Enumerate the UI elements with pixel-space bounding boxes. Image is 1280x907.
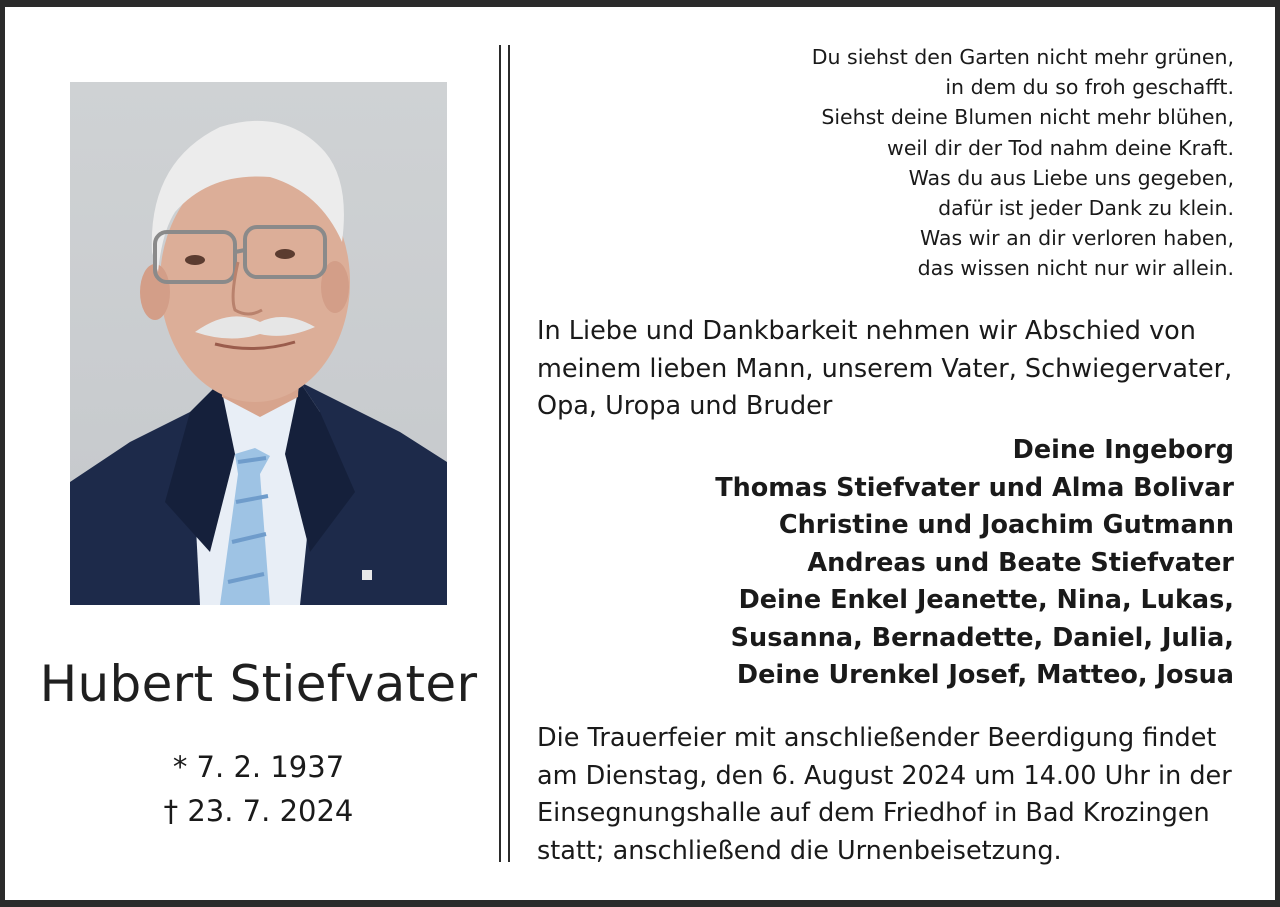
poem-line: das wissen nicht nur wir allein. — [917, 256, 1234, 281]
portrait-photo — [70, 82, 447, 605]
poem-line: Was wir an dir verloren haben, — [919, 226, 1234, 251]
mourner-line: Deine Ingeborg — [1012, 435, 1234, 465]
service-line: Die Trauerfeier mit anschließender Beerdigung findet — [537, 723, 1217, 753]
mourners-list — [534, 432, 1234, 695]
divider-line-left — [499, 45, 501, 862]
intro-line: Opa, Uropa und Bruder — [537, 391, 833, 421]
poem-line: Du siehst den Garten nicht mehr grünen, — [811, 45, 1234, 69]
farewell-intro — [537, 313, 1237, 426]
divider-line-right — [508, 45, 510, 862]
death-date: † 23. 7. 2024 — [163, 794, 354, 828]
intro-line: meinem lieben Mann, unserem Vater, Schwiegervater, — [537, 353, 1233, 384]
service-line: statt; anschließend die Urnenbeisetzung. — [537, 835, 1062, 866]
mourner-line: Deine Enkel Jeanette, Nina, Lukas, — [738, 585, 1234, 615]
poem-line: Was du aus Liebe uns gegeben, — [908, 165, 1234, 190]
poem-line: in dem du so froh geschafft. — [945, 75, 1234, 100]
mourner-line: Deine Urenkel Josef, Matteo, Josua — [736, 660, 1234, 690]
poem-line: weil dir der Tod nahm deine Kraft. — [887, 135, 1234, 160]
birth-date: * 7. 2. 1937 — [172, 750, 345, 784]
service-line: am Dienstag, den 6. August 2024 um 14.00 Uhr in der — [537, 760, 1232, 791]
portrait-illustration — [70, 82, 447, 605]
intro-line: In Liebe und Dankbarkeit nehmen wir Abschied von — [537, 316, 1196, 346]
mourner-line: Christine und Joachim Gutmann — [778, 510, 1234, 540]
poem-line: Siehst deine Blumen nicht mehr blühen, — [821, 105, 1234, 130]
poem-line: dafür ist jeder Dank zu klein. — [938, 196, 1234, 221]
life-dates — [0, 745, 517, 833]
service-line: Einsegnungshalle auf dem Friedhof in Bad Krozingen — [537, 798, 1210, 828]
mourner-line: Thomas Stiefvater und Alma Bolivar — [715, 472, 1234, 503]
funeral-service-info — [537, 720, 1237, 870]
deceased-name: Hubert Stiefvater — [39, 655, 478, 713]
mourner-line: Andreas und Beate Stiefvater — [807, 547, 1234, 578]
poem — [534, 42, 1234, 284]
mourner-line: Susanna, Bernadette, Daniel, Julia, — [730, 622, 1234, 653]
